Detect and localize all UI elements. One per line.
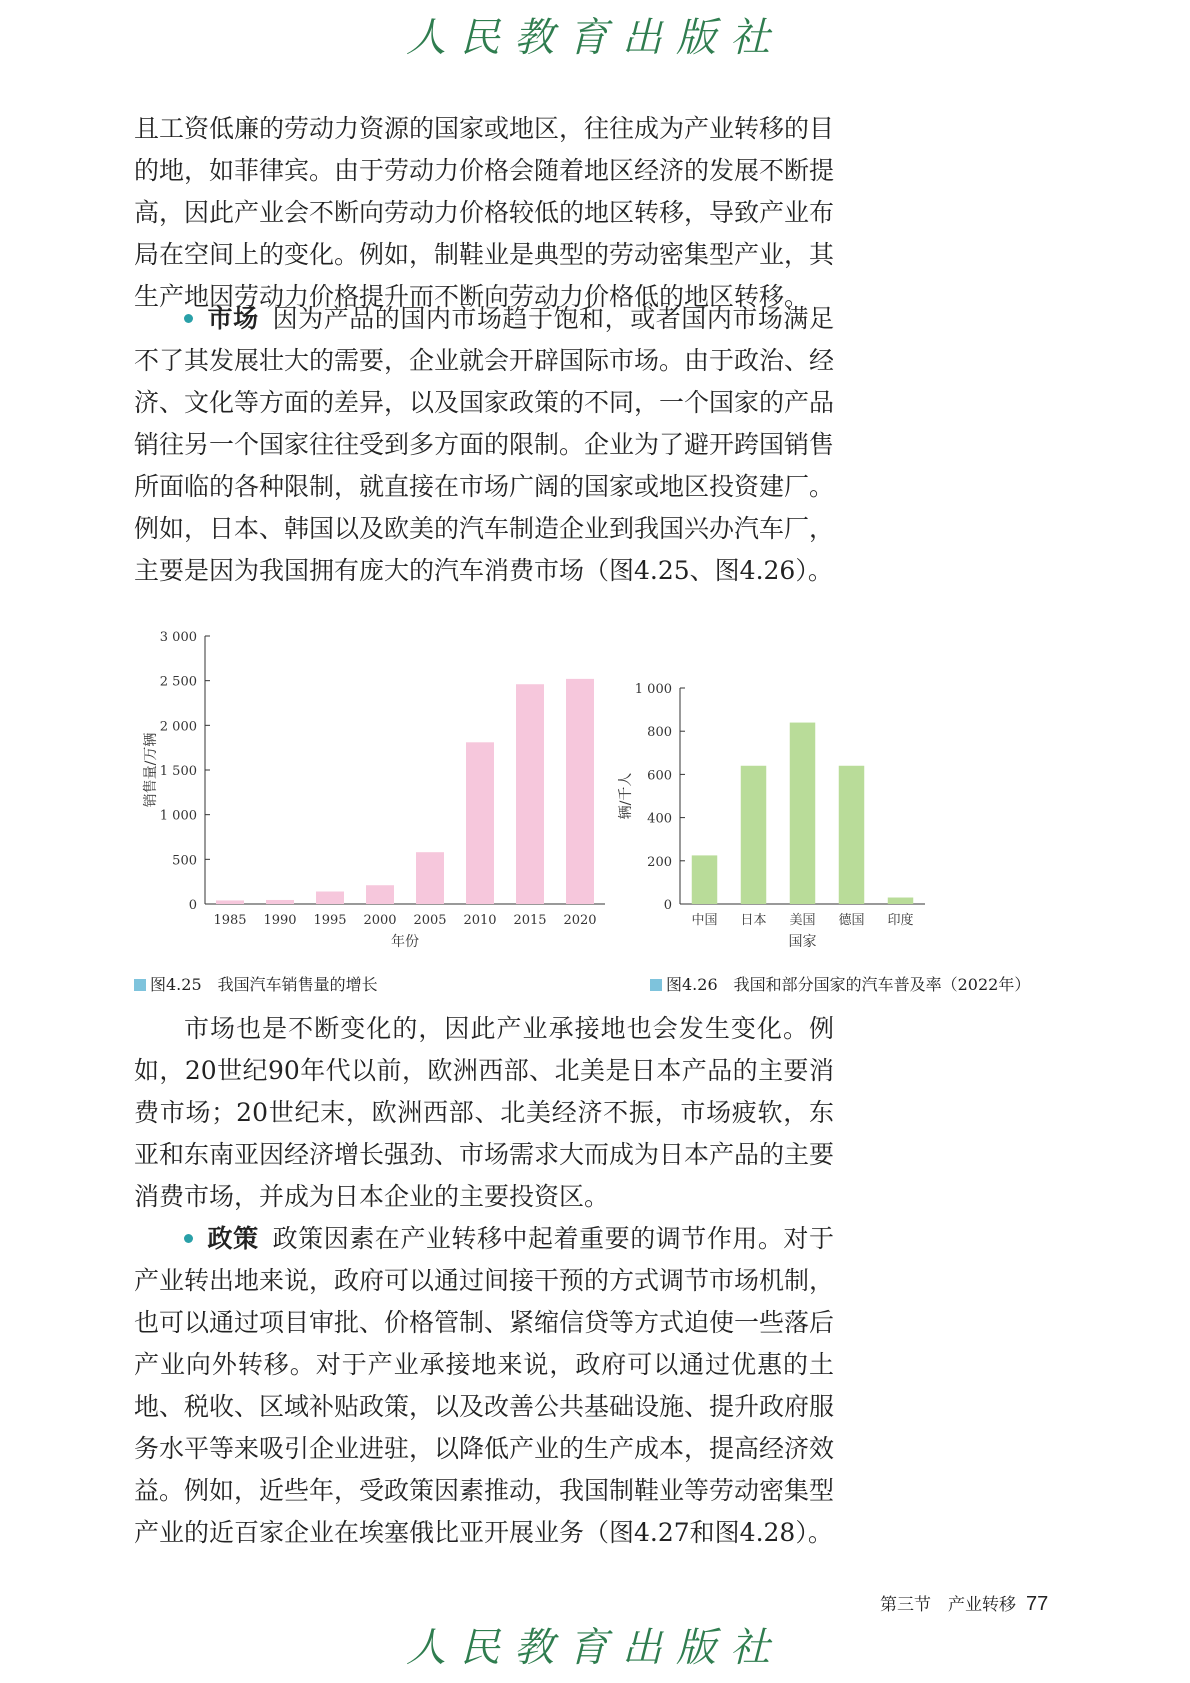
x-tick-label: 印度 <box>887 913 914 928</box>
y-tick-label: 0 <box>663 898 672 913</box>
figure-caption-4-26 <box>650 972 1030 995</box>
y-axis-title: 销售量/万辆 <box>143 732 159 808</box>
bar <box>741 766 766 904</box>
x-tick-label: 2005 <box>413 913 447 928</box>
caption-square-icon <box>134 979 146 991</box>
x-tick-label: 美国 <box>789 913 816 928</box>
paragraph-market-text: 因为产品的国内市场趋于饱和，或者国内市场满足不了其发展壮大的需要，企业就会开辟国际市场。由于政治、经济、文化等方面的差异，以及国家政策的不同，一个国家的产品销往另一个国家往往受到多方面的限制。企业为了避开跨国销售所面临的各种限制，就直接在市场广阔的国家或地区投资建厂。例如，日本、韩国以及欧美的汽车制造企业到我国兴办汽车厂，主要是因为我国拥有庞大的汽车消费市场（图4.25、图4.26）。 <box>134 304 835 585</box>
x-tick-label: 1985 <box>213 913 247 928</box>
x-axis-title: 年份 <box>391 934 419 950</box>
term-policy: 政策 <box>207 1224 259 1253</box>
paragraph-policy-text: 政策因素在产业转移中起着重要的调节作用。对于产业转出地来说，政府可以通过间接干预的方式调节市场机制，也可以通过项目审批、价格管制、紧缩信贷等方式迫使一些落后产业向外转移。对于产业承接地来说，政府可以通过优惠的土地、税收、区域补贴政策，以及改善公共基础设施、提升政府服务水平等来吸引企业进驻，以降低产业的生产成本，提高经济效益。例如，近些年，受政策因素推动，我国制鞋业等劳动密集型产业的近百家企业在埃塞俄比亚开展业务（图4.27和图4.28）。 <box>134 1224 835 1547</box>
x-tick-label: 日本 <box>740 913 767 928</box>
bullet-dot <box>184 1234 193 1243</box>
bar <box>216 900 244 904</box>
term-market: 市场 <box>207 304 259 333</box>
paragraph-labor: 且工资低廉的劳动力资源的国家或地区，往往成为产业转移的目的地，如菲律宾。由于劳动力价格会随着地区经济的发展不断提高，因此产业会不断向劳动力价格较低的地区转移，导致产业布局在空间上的变化。例如，制鞋业是典型的劳动密集型产业，其生产地因劳动力价格提升而不断向劳动力价格低的地区转移。 <box>134 114 835 311</box>
y-tick-label: 2 500 <box>159 674 197 690</box>
paragraph-policy <box>134 1218 834 1554</box>
bar <box>416 852 444 904</box>
bullet-dot <box>184 314 193 323</box>
caption-text: 图4.25 我国汽车销售量的增长 <box>150 975 378 994</box>
x-tick-label: 1990 <box>263 913 297 928</box>
bar <box>839 766 864 904</box>
paragraph-market-change: 市场也是不断变化的，因此产业承接地也会发生变化。例如，20世纪90年代以前，欧洲西部、北美是日本产品的主要消费市场；20世纪末，欧洲西部、北美经济不振，市场疲软，东亚和东南亚因经济增长强劲、市场需求大而成为日本产品的主要消费市场，并成为日本企业的主要投资区。 <box>134 1014 835 1211</box>
y-tick-label: 2 000 <box>159 719 197 735</box>
y-tick-label: 1 000 <box>159 808 197 824</box>
y-tick-label: 0 <box>188 898 197 913</box>
chart-car-sales <box>125 578 605 950</box>
y-tick-label: 1 500 <box>159 764 197 779</box>
y-tick-label: 500 <box>172 853 197 869</box>
bar <box>566 679 594 904</box>
bar <box>790 723 815 904</box>
publisher-logo-bottom: 人民教育出版社 <box>406 1625 784 1671</box>
bar <box>366 885 394 904</box>
x-axis-title: 国家 <box>788 934 817 950</box>
y-axis-title: 辆/千人 <box>618 772 634 820</box>
x-tick-label: 中国 <box>691 913 718 928</box>
y-tick-label: 400 <box>647 811 672 827</box>
x-tick-label: 德国 <box>838 913 865 928</box>
caption-text: 图4.26 我国和部分国家的汽车普及率（2022年） <box>666 975 1031 994</box>
chart-car-ownership <box>600 578 1030 950</box>
bar <box>466 742 494 904</box>
y-tick-label: 600 <box>647 768 672 784</box>
bar <box>266 900 294 904</box>
x-tick-label: 2015 <box>513 913 547 928</box>
y-tick-label: 800 <box>647 725 672 741</box>
paragraph-market <box>134 298 834 592</box>
figure-caption-4-25 <box>134 972 378 995</box>
caption-square-icon <box>650 979 662 991</box>
y-tick-label: 200 <box>647 854 672 870</box>
x-tick-label: 2020 <box>563 913 597 928</box>
bar <box>692 855 717 904</box>
bar <box>516 684 544 904</box>
y-tick-label: 3 000 <box>159 630 197 645</box>
page-number: 77 <box>1026 1593 1049 1615</box>
x-tick-label: 2010 <box>463 913 497 928</box>
y-tick-label: 1 000 <box>634 682 672 697</box>
page-footer <box>880 1590 1080 1616</box>
x-tick-label: 1995 <box>313 913 347 928</box>
publisher-logo: 人民教育出版社 <box>406 15 784 61</box>
bar <box>316 891 344 904</box>
x-tick-label: 2000 <box>363 913 397 928</box>
bar <box>888 898 913 904</box>
footer-section: 第三节 产业转移 <box>880 1595 1016 1615</box>
